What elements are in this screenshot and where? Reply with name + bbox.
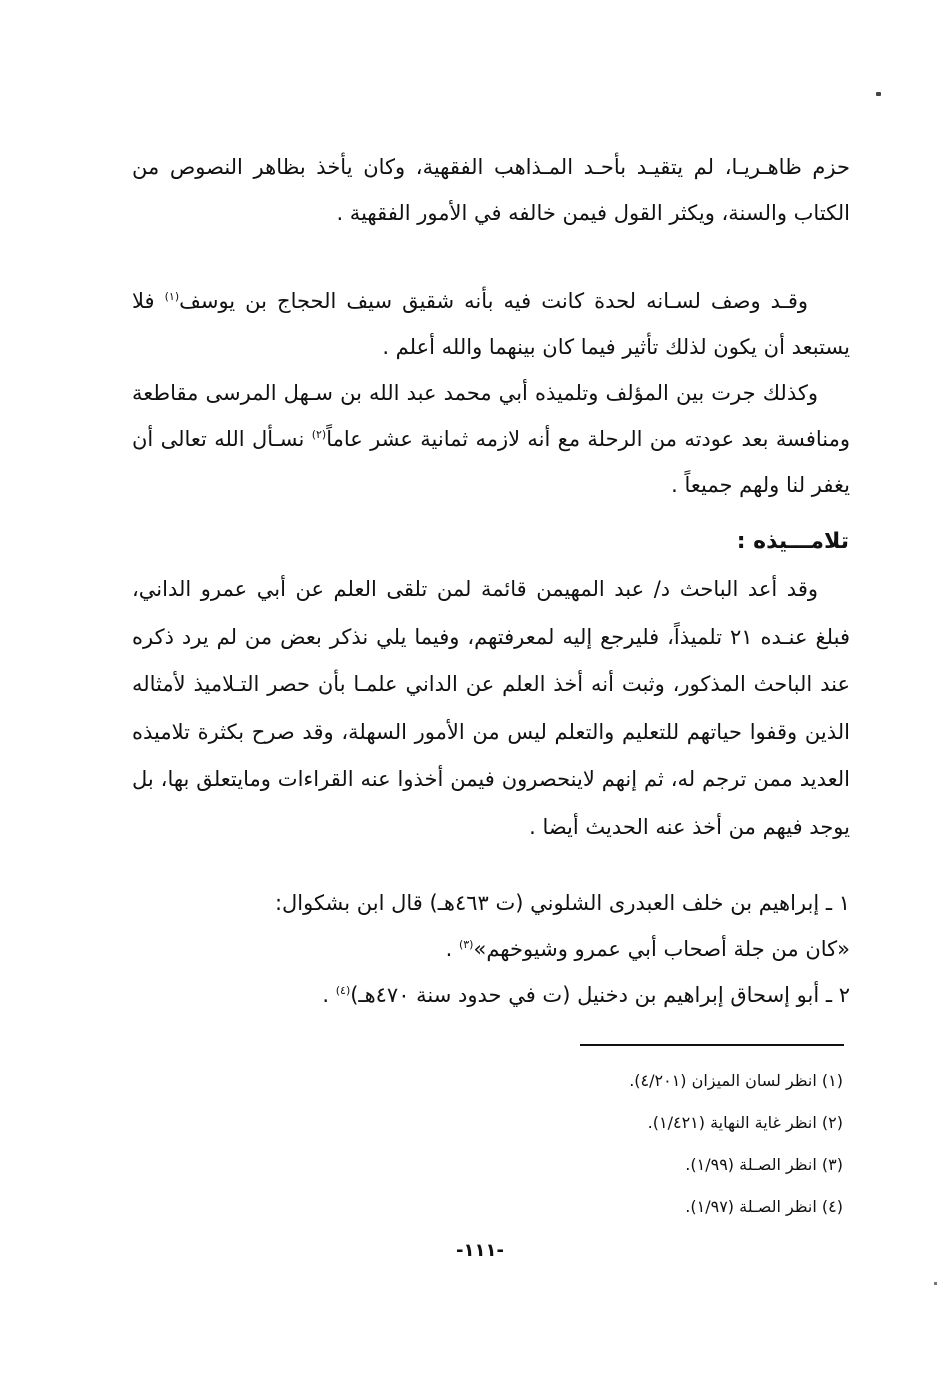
students-intro-text: وقد أعد الباحث د/ عبد المهيمن قائمة لمن تلقى العلم عن أبي عمرو الداني، فبلغ عنـده ٢١ تلميذاً، فليرجع إليه لمعرفتهم، وفيما يلي نذكر بعض من لم يرد ذكره عند الباحث المذكور، وثبت أنه أخذ العلم عن الداني علمـا بأن حصر التـلاميذ لأمثاله الذين وقفوا حياتهم للتعليم والتعلم ليس من الأمور السهلة، وقد صرح بكثرة تلاميذه العديد ممن ترجم له، ثم إنهم لاينحصرون فيمن أخذوا عنه القراءات ومايتعلق بها، بل يوجد فيهم من أخذ عنه الحديث أيضا .	[132, 577, 850, 839]
list-item-2-text: ٢ ـ أبو إسحاق إبراهيم بن دخنيل (ت في حدود سنة ٤٧٠هـ)	[350, 983, 850, 1007]
paragraph-3-tail: نسـأل الله تعالى أن يغفر لنا ولهم جميعاً .	[132, 427, 850, 497]
footnote-2: (٢) انظر غاية النهاية (١/٤٢١).	[647, 1113, 843, 1132]
paragraph-2-tail: فلا يستبعد أن يكون لذلك تأثير فيما كان بينهما والله أعلم .	[132, 289, 850, 359]
footnote-1: (١) انظر لسان الميزان (٤/٢٠١).	[629, 1071, 843, 1090]
footnote-ref-4: (٤)	[335, 984, 351, 997]
paragraph-2	[132, 278, 850, 370]
list-item-2-tail: .	[322, 983, 336, 1007]
students-intro-paragraph	[132, 566, 850, 851]
paragraph-3-text: وكذلك جرت بين المؤلف وتلميذه أبي محمد عبد الله بن سـهل المرسى مقاطعة ومنافسة بعد عودته من الرحلة مع أنه لازمه ثمانية عشر عاماً	[132, 381, 850, 451]
paragraph-2-text: وقـد وصف لسـانه لحدة كانت فيه بأنه شقيق سيف الحجاج بن يوسف	[179, 289, 809, 313]
footnote-ref-1: (١)	[164, 290, 180, 303]
list-item-1-quote	[132, 926, 850, 972]
list-item-1	[132, 880, 850, 926]
footnote-ref-2: (٢)	[311, 428, 327, 441]
paragraph-3	[132, 370, 850, 508]
footnote-4: (٤) انظر الصـلة (١/٩٧).	[685, 1197, 843, 1216]
scan-speck	[876, 92, 881, 96]
scan-edge-mark	[934, 1282, 937, 1285]
footnote-ref-3: (٣)	[458, 938, 474, 951]
section-heading: تلامـــيذه :	[736, 529, 849, 554]
footnote-separator	[580, 1044, 844, 1046]
paragraph-1	[132, 144, 850, 236]
list-item-1-text: ١ ـ إبراهيم بن خلف العبدرى الشلوني (ت ٤٦٣هـ) قال ابن بشكوال:	[274, 891, 850, 915]
page-number: -١١١-	[456, 1240, 504, 1261]
list-item-1-quote-text: «كان من جلة أصحاب أبي عمرو وشيوخهم»	[473, 937, 850, 961]
list-item-1-quote-tail: .	[445, 937, 459, 961]
paragraph-1-text: حزم ظاهـريـا، لم يتقيـد بأحـد المـذاهب الفقهية، وكان يأخذ بظاهر النصوص من الكتاب والسنة، ويكثر القول فيمن خالفه في الأمور الفقهية .	[132, 155, 850, 225]
footnote-3: (٣) انظر الصـلة (١/٩٩).	[685, 1155, 843, 1174]
footnotes	[443, 1060, 843, 1228]
list-item-2	[132, 972, 850, 1018]
